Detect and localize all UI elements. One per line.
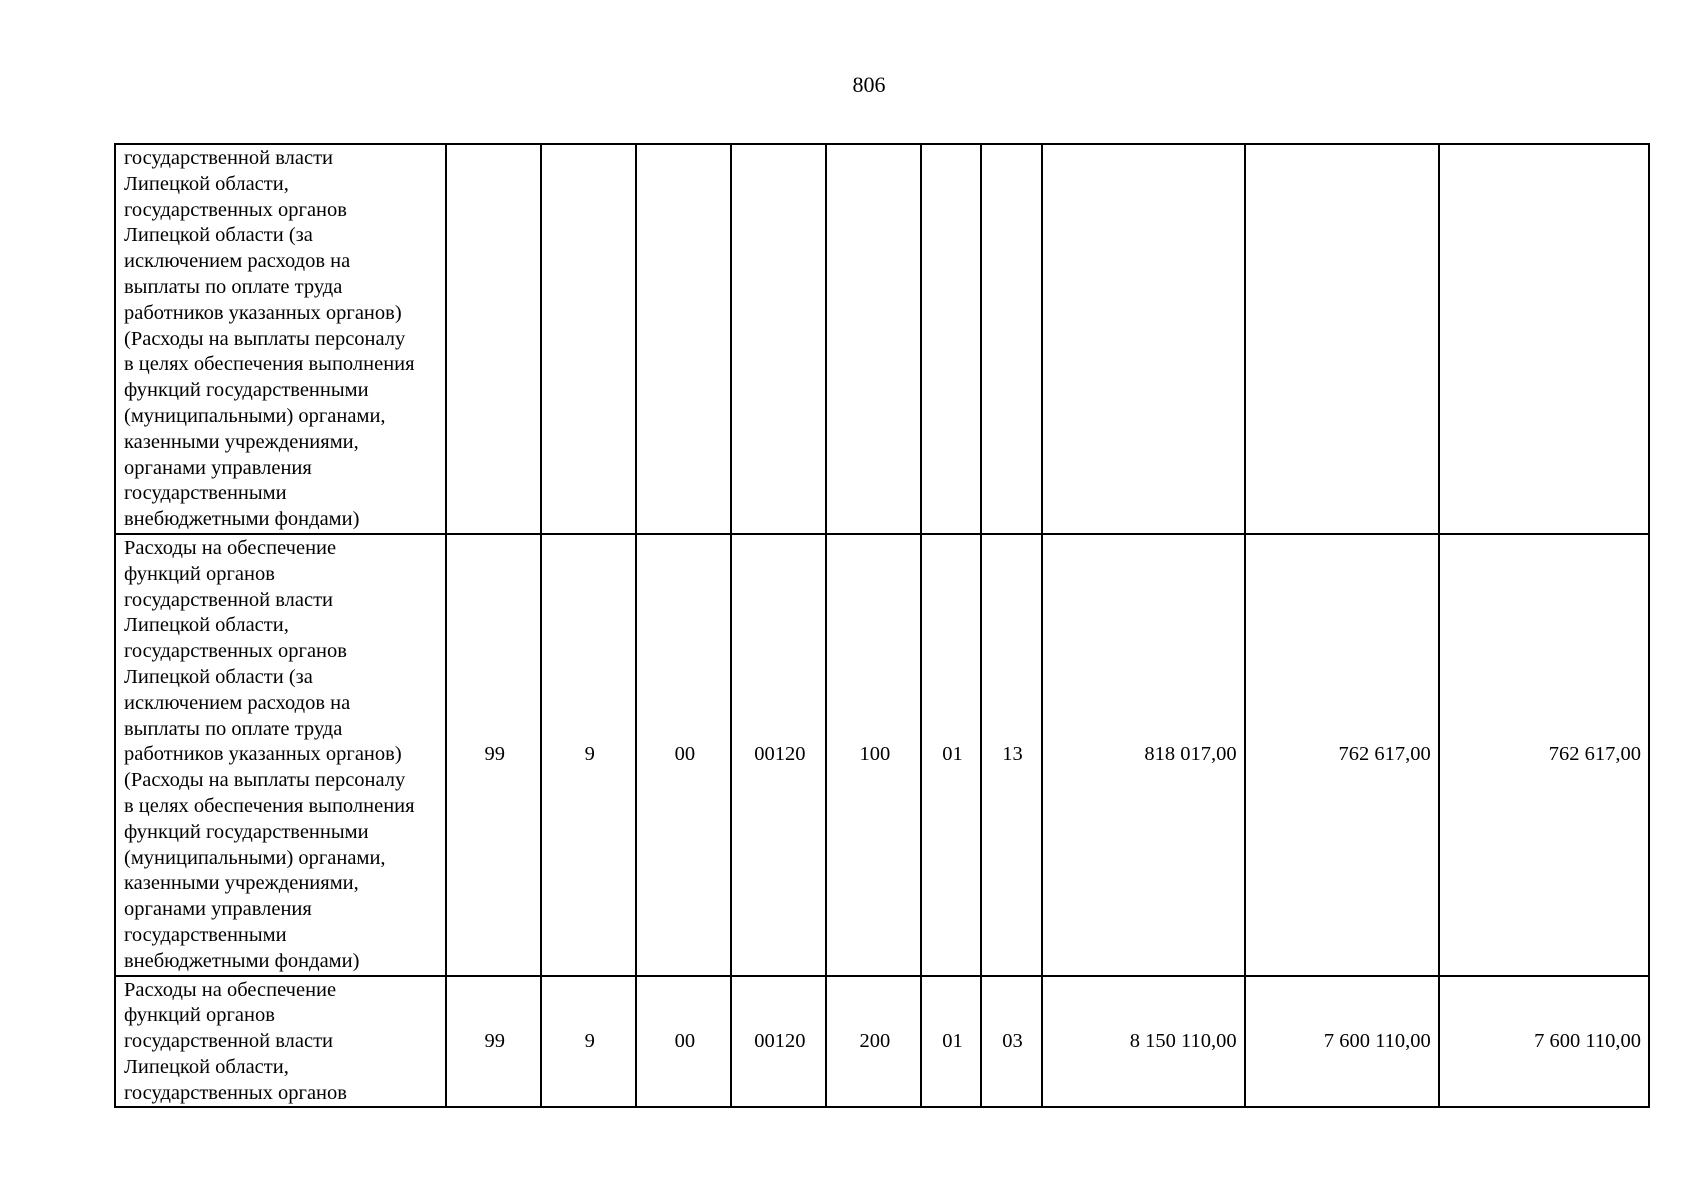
amount-cell-year-1: 818 017,00: [1042, 534, 1245, 976]
description-line: (муниципальными) органами,: [124, 846, 386, 869]
description-line: функций государственными: [124, 379, 369, 402]
description-line: государственных органов: [124, 640, 347, 663]
expense-type-cell: 100: [826, 534, 921, 976]
description-line: государственными: [124, 482, 287, 505]
description-line: Липецкой области (за: [124, 665, 313, 688]
amount-cell-year-1: [1042, 144, 1245, 534]
program-code-cell: [446, 144, 541, 534]
description-line: Расходы на обеспечение: [124, 978, 337, 1001]
description-line: работников указанных органов): [124, 743, 402, 766]
section-cell: 01: [921, 534, 981, 976]
section-cell: [921, 144, 981, 534]
expense-type-cell: [826, 144, 921, 534]
description-line: государственных органов: [124, 1081, 347, 1104]
description-line: органами управления: [124, 456, 312, 479]
description-line: выплаты по оплате труда: [124, 717, 343, 740]
subprogram-code-cell: 9: [541, 976, 636, 1108]
amount-cell-year-2: 7 600 110,00: [1245, 976, 1439, 1108]
description-line: Липецкой области,: [124, 1055, 289, 1078]
amount-cell-year-3: 7 600 110,00: [1439, 976, 1649, 1108]
description-line: (муниципальными) органами,: [124, 404, 386, 427]
description-line: казенными учреждениями,: [124, 430, 359, 453]
description-line: (Расходы на выплаты персоналу: [124, 327, 406, 350]
direction-code-cell: 00120: [731, 534, 826, 976]
description-line: функций государственными: [124, 820, 369, 843]
description-line: государственной власти: [124, 1030, 333, 1053]
description-line: выплаты по оплате труда: [124, 275, 343, 298]
subsection-cell: 13: [981, 534, 1041, 976]
description-line: исключением расходов на: [124, 691, 351, 714]
main-event-code-cell: 00: [636, 976, 731, 1108]
description-line: Расходы на обеспечение: [124, 536, 337, 559]
description-line: государственными: [124, 923, 287, 946]
program-code-cell: 99: [446, 534, 541, 976]
amount-cell-year-1: 8 150 110,00: [1042, 976, 1245, 1108]
description-line: внебюджетными фондами): [124, 949, 360, 972]
description-line: Липецкой области,: [124, 614, 289, 637]
description-line: работников указанных органов): [124, 301, 402, 324]
direction-code-cell: [731, 144, 826, 534]
description-line: в целях обеспечения выполнения: [124, 794, 415, 817]
page-number: 806: [852, 72, 886, 97]
description-line: (Расходы на выплаты персоналу: [124, 769, 406, 792]
description-line: государственной власти: [124, 147, 333, 169]
table-row: [115, 976, 1649, 1108]
table-row: [115, 144, 1649, 534]
description-line: Липецкой области (за: [124, 224, 313, 247]
description-cell: [115, 144, 446, 534]
amount-cell-year-3: 762 617,00: [1439, 534, 1649, 976]
description-line: государственных органов: [124, 198, 347, 221]
description-line: Липецкой области,: [124, 172, 289, 195]
budget-table: [114, 143, 1650, 1108]
description-line: функций органов: [124, 1004, 275, 1027]
amount-cell-year-2: [1245, 144, 1439, 534]
main-event-code-cell: 00: [636, 534, 731, 976]
direction-code-cell: 00120: [731, 976, 826, 1108]
description-cell: [115, 976, 446, 1108]
description-line: функций органов: [124, 562, 275, 585]
description-line: казенными учреждениями,: [124, 872, 359, 895]
description-cell: [115, 534, 446, 976]
table-row: [115, 534, 1649, 976]
description-line: в целях обеспечения выполнения: [124, 353, 415, 376]
amount-cell-year-3: [1439, 144, 1649, 534]
expense-type-cell: 200: [826, 976, 921, 1108]
description-line: государственной власти: [124, 588, 333, 611]
main-event-code-cell: [636, 144, 731, 534]
program-code-cell: 99: [446, 976, 541, 1108]
section-cell: 01: [921, 976, 981, 1108]
description-line: органами управления: [124, 898, 312, 921]
description-line: исключением расходов на: [124, 250, 351, 273]
subsection-cell: [981, 144, 1041, 534]
amount-cell-year-2: 762 617,00: [1245, 534, 1439, 976]
subprogram-code-cell: 9: [541, 534, 636, 976]
description-line: внебюджетными фондами): [124, 508, 360, 531]
subprogram-code-cell: [541, 144, 636, 534]
subsection-cell: 03: [981, 976, 1041, 1108]
